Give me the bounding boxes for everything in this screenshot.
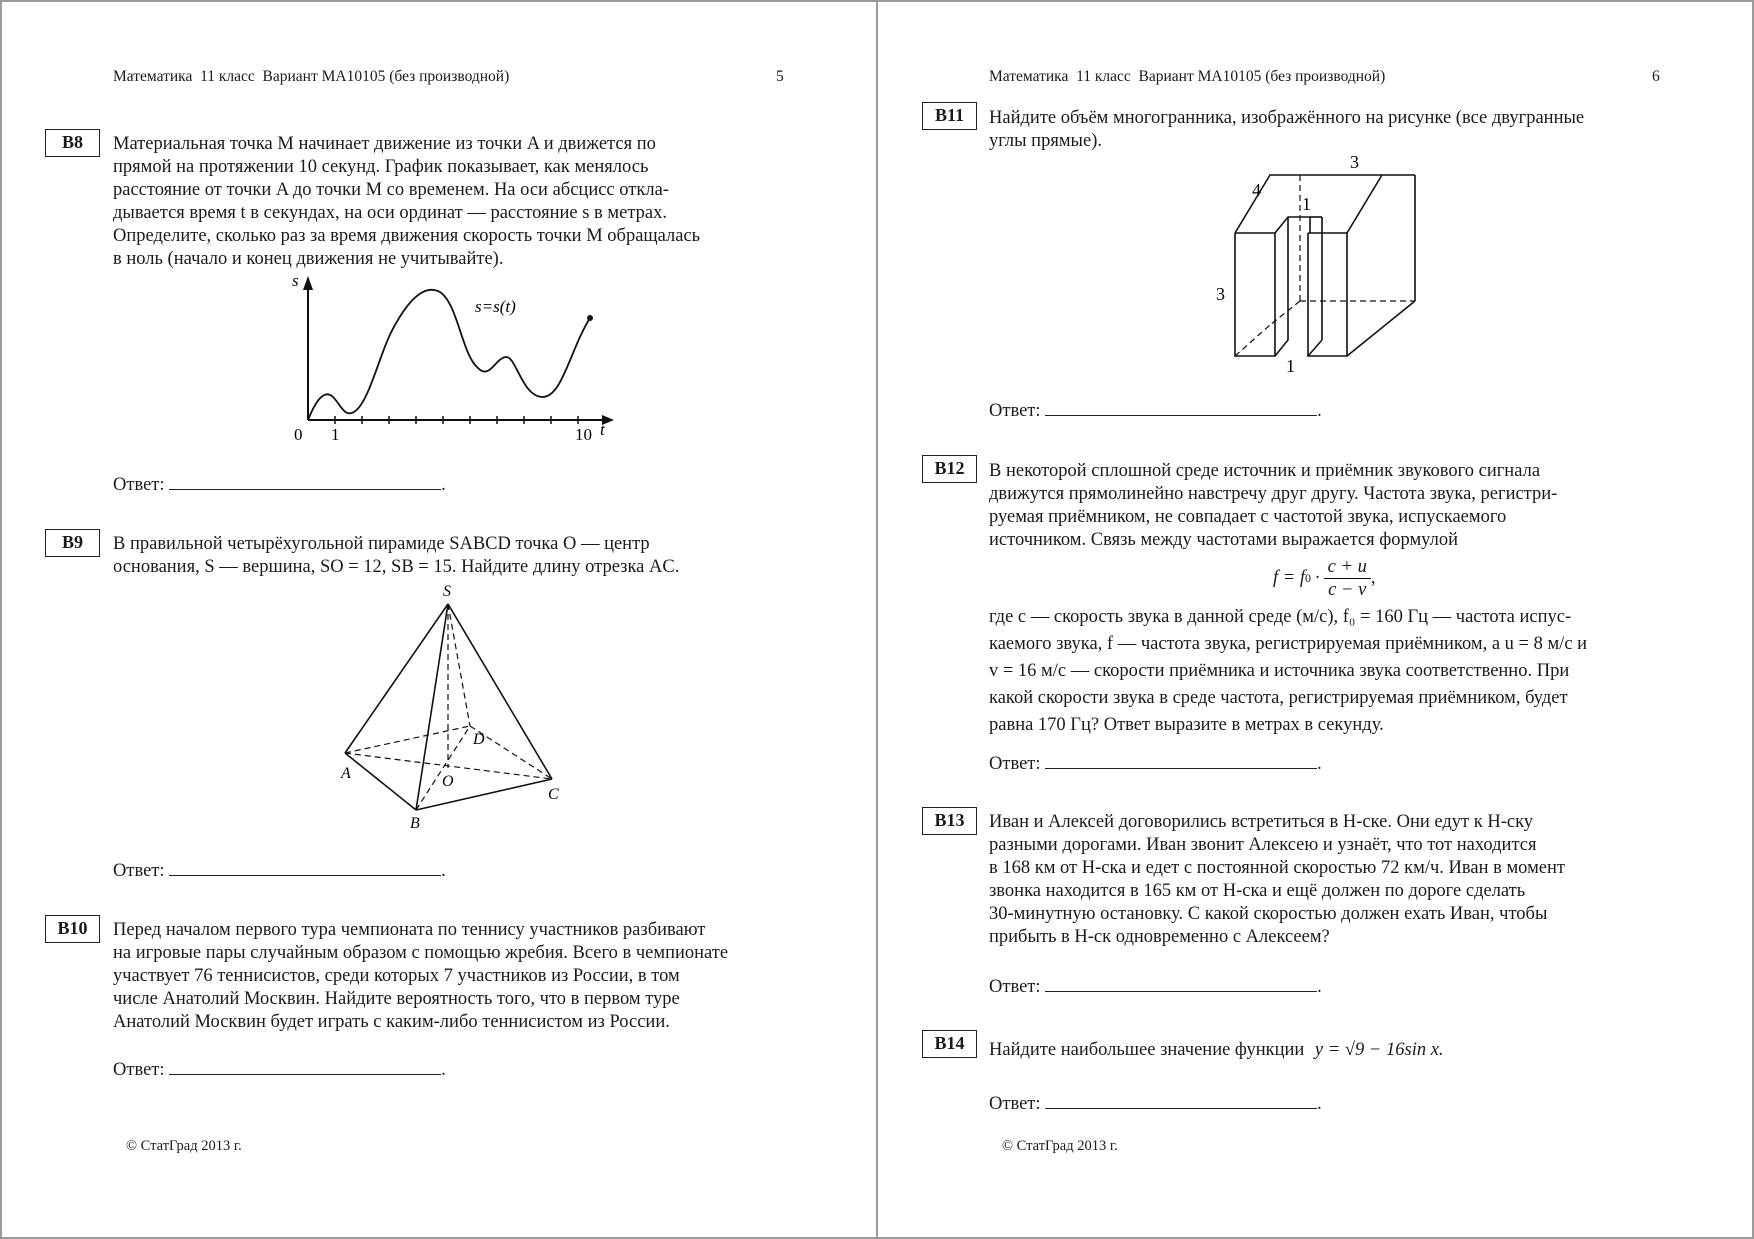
text-line: где c — скорость звука в данной среде (м/с), f₀ = 160 Гц — частота испус- — [989, 607, 1572, 627]
vertex-label-d: D — [473, 731, 485, 748]
tick-label-0: 0 — [294, 425, 303, 444]
text-line: участвует 76 теннисистов, среди которых 7 участников из России, в том — [113, 966, 680, 986]
answer-label: Ответ: — [113, 1060, 165, 1080]
text-line: движутся прямолинейно навстречу друг другу. Частота звука, регистри- — [989, 484, 1558, 504]
text-line: какой скорости звука в среде частота, регистрируемая приёмником, будет — [989, 688, 1568, 708]
formula-subscript: 0 — [1305, 571, 1312, 585]
pyramid-figure — [325, 578, 575, 833]
text-line: числе Анатолий Москвин. Найдите вероятность того, что в первом туре — [113, 989, 680, 1009]
vertex-label-s: S — [443, 583, 451, 600]
problem-text-b10 — [113, 919, 786, 1034]
answer-line-b9: Ответ: . — [113, 861, 446, 881]
answer-line-b8: Ответ: . — [113, 475, 446, 495]
text-line: Иван и Алексей договорились встретиться в Н-ске. Они едут к Н-ску — [989, 812, 1534, 832]
polyhedron-figure — [1210, 150, 1450, 375]
formula: f = f 0 · $\frac{c + u}{c - v}$ , — [1273, 557, 1376, 600]
problem-label-b8: B8 — [45, 129, 100, 157]
dim-label-top: 3 — [1350, 152, 1359, 172]
text-line: прибыть в Н-ск одновременно с Алексеем? — [989, 927, 1330, 947]
answer-label: Ответ: — [113, 861, 165, 881]
formula-denominator: c − v — [1328, 580, 1367, 600]
problem-label-b14: B14 — [922, 1030, 977, 1058]
page-right — [878, 0, 1754, 1239]
text-line: углы прямые). — [989, 131, 1102, 151]
answer-line-b10: Ответ: . — [113, 1060, 446, 1080]
b14-text: Найдите наибольшее значение функции — [989, 1040, 1305, 1060]
answer-blank[interactable] — [169, 1059, 441, 1075]
answer-blank[interactable] — [169, 474, 441, 490]
text-line: равна 170 Гц? Ответ выразите в метрах в секунду. — [989, 715, 1384, 735]
vertex-label-o: O — [442, 773, 454, 790]
answer-label: Ответ: — [989, 1094, 1041, 1114]
problem-text-b9 — [113, 533, 786, 579]
text-line: основания, S — вершина, SO = 12, SB = 15. Найдите длину отрезка AC. — [113, 557, 680, 577]
answer-line-b12: Ответ: . — [989, 754, 1322, 774]
text-line: каемого звука, f — частота звука, регистрируемая приёмником, а u = 8 м/с и — [989, 634, 1588, 654]
dim-label-height: 3 — [1216, 284, 1225, 304]
b14-function: y = √9 − 16sin x. — [1314, 1040, 1444, 1060]
page-header — [989, 68, 1659, 86]
vertex-label-c: C — [548, 786, 559, 803]
header-title: Математика 11 класс Вариант МА10105 (без производной) — [989, 68, 1386, 85]
page-number: 6 — [1652, 68, 1660, 85]
problem-label-b13: B13 — [922, 807, 977, 835]
tick-label-1: 1 — [331, 425, 340, 444]
text-line: звонка находится в 165 км от Н-ска и ещё должен по дороге сделать — [989, 881, 1526, 901]
problem-text-b12-continued — [989, 604, 1659, 739]
formula-numerator: c + u — [1324, 556, 1371, 579]
vertex-label-a: A — [341, 765, 351, 782]
text-line: Определите, сколько раз за время движения скорость точки M обращалась — [113, 226, 701, 246]
formula-tail: , — [1370, 568, 1376, 588]
text-line: прямой на протяжении 10 секунд. График показывает, как менялось — [113, 157, 649, 177]
text-line: v = 16 м/с — скорости приёмника и источника звука соответственно. При — [989, 661, 1570, 681]
answer-label: Ответ: — [989, 401, 1041, 421]
page-number: 5 — [776, 68, 784, 85]
dim-label-depth: 4 — [1252, 180, 1261, 200]
formula-fraction — [1324, 556, 1371, 601]
problem-label-b9: B9 — [45, 529, 100, 557]
text-line: в 168 км от Н-ска и едет с постоянной скоростью 72 км/ч. Иван в момент — [989, 858, 1565, 878]
answer-label: Ответ: — [989, 754, 1041, 774]
problem-text-b13 — [989, 811, 1659, 949]
footer-copyright: © СтатГрад 2013 г. — [1002, 1138, 1118, 1154]
problem-text-b8 — [113, 133, 786, 271]
text-line: Анатолий Москвин будет играть с каким-либо теннисистом из России. — [113, 1012, 670, 1032]
problem-label-b11: B11 — [922, 102, 977, 130]
text-line: В правильной четырёхугольной пирамиде SABCD точка O — центр — [113, 534, 650, 554]
page-left — [0, 0, 876, 1239]
text-line: Найдите объём многогранника, изображённого на рисунке (все двугранные — [989, 108, 1585, 128]
answer-line-b14: Ответ: . — [989, 1094, 1322, 1114]
formula-lhs: f = f — [1273, 568, 1306, 588]
header-title: Математика 11 класс Вариант МА10105 (без производной) — [113, 68, 510, 85]
vertex-label-b: B — [410, 815, 420, 832]
tick-label-10: 10 — [575, 425, 592, 444]
answer-blank[interactable] — [169, 860, 441, 876]
answer-label: Ответ: — [989, 977, 1041, 997]
text-line: В некоторой сплошной среде источник и приёмник звукового сигнала — [989, 461, 1541, 481]
x-axis-label: t — [600, 420, 605, 439]
problem-label-b10: B10 — [45, 915, 100, 943]
answer-line-b13: Ответ: . — [989, 977, 1322, 997]
dim-label-slot: 1 — [1302, 194, 1311, 214]
problem-label-b12: B12 — [922, 455, 977, 483]
answer-blank[interactable] — [1045, 753, 1317, 769]
answer-blank[interactable] — [1045, 976, 1317, 992]
text-line: Перед началом первого тура чемпионата по теннису участников разбивают — [113, 920, 706, 940]
text-line: Материальная точка M начинает движение из точки A и движется по — [113, 134, 656, 154]
text-line: на игровые пары случайным образом с помощью жребия. Всего в чемпионате — [113, 943, 729, 963]
text-line: источником. Связь между частотами выражается формулой — [989, 530, 1458, 550]
y-axis-label: s — [292, 271, 299, 290]
y-arrow — [303, 276, 313, 290]
problem-text-b11 — [989, 107, 1659, 153]
answer-line-b11: Ответ: . — [989, 401, 1322, 421]
problem-text-b14 — [989, 1039, 1659, 1062]
curve-endpoint — [587, 315, 593, 321]
text-line: расстояние от точки A до точки M со временем. На оси абсцисс откла- — [113, 180, 669, 200]
distance-time-graph — [280, 270, 620, 455]
dim-label-bottom: 1 — [1286, 356, 1295, 375]
text-line: 30-минутную остановку. С какой скоростью должен ехать Иван, чтобы — [989, 904, 1548, 924]
text-line: в ноль (начало и конец движения не учитывайте). — [113, 249, 504, 269]
text-line: разными дорогами. Иван звонит Алексею и узнаёт, что тот находится — [989, 835, 1537, 855]
footer-copyright: © СтатГрад 2013 г. — [126, 1138, 242, 1154]
page-header — [113, 68, 786, 86]
curve — [308, 290, 590, 420]
text-line: руемая приёмником, не совпадает с частотой звука, испускаемого — [989, 507, 1507, 527]
text-line: дывается время t в секундах, на оси ординат — расстояние s в метрах. — [113, 203, 667, 223]
problem-text-b12 — [989, 460, 1659, 552]
curve-label: s=s(t) — [475, 297, 516, 316]
answer-label: Ответ: — [113, 475, 165, 495]
answer-blank[interactable] — [1045, 1093, 1317, 1109]
answer-blank[interactable] — [1045, 400, 1317, 416]
